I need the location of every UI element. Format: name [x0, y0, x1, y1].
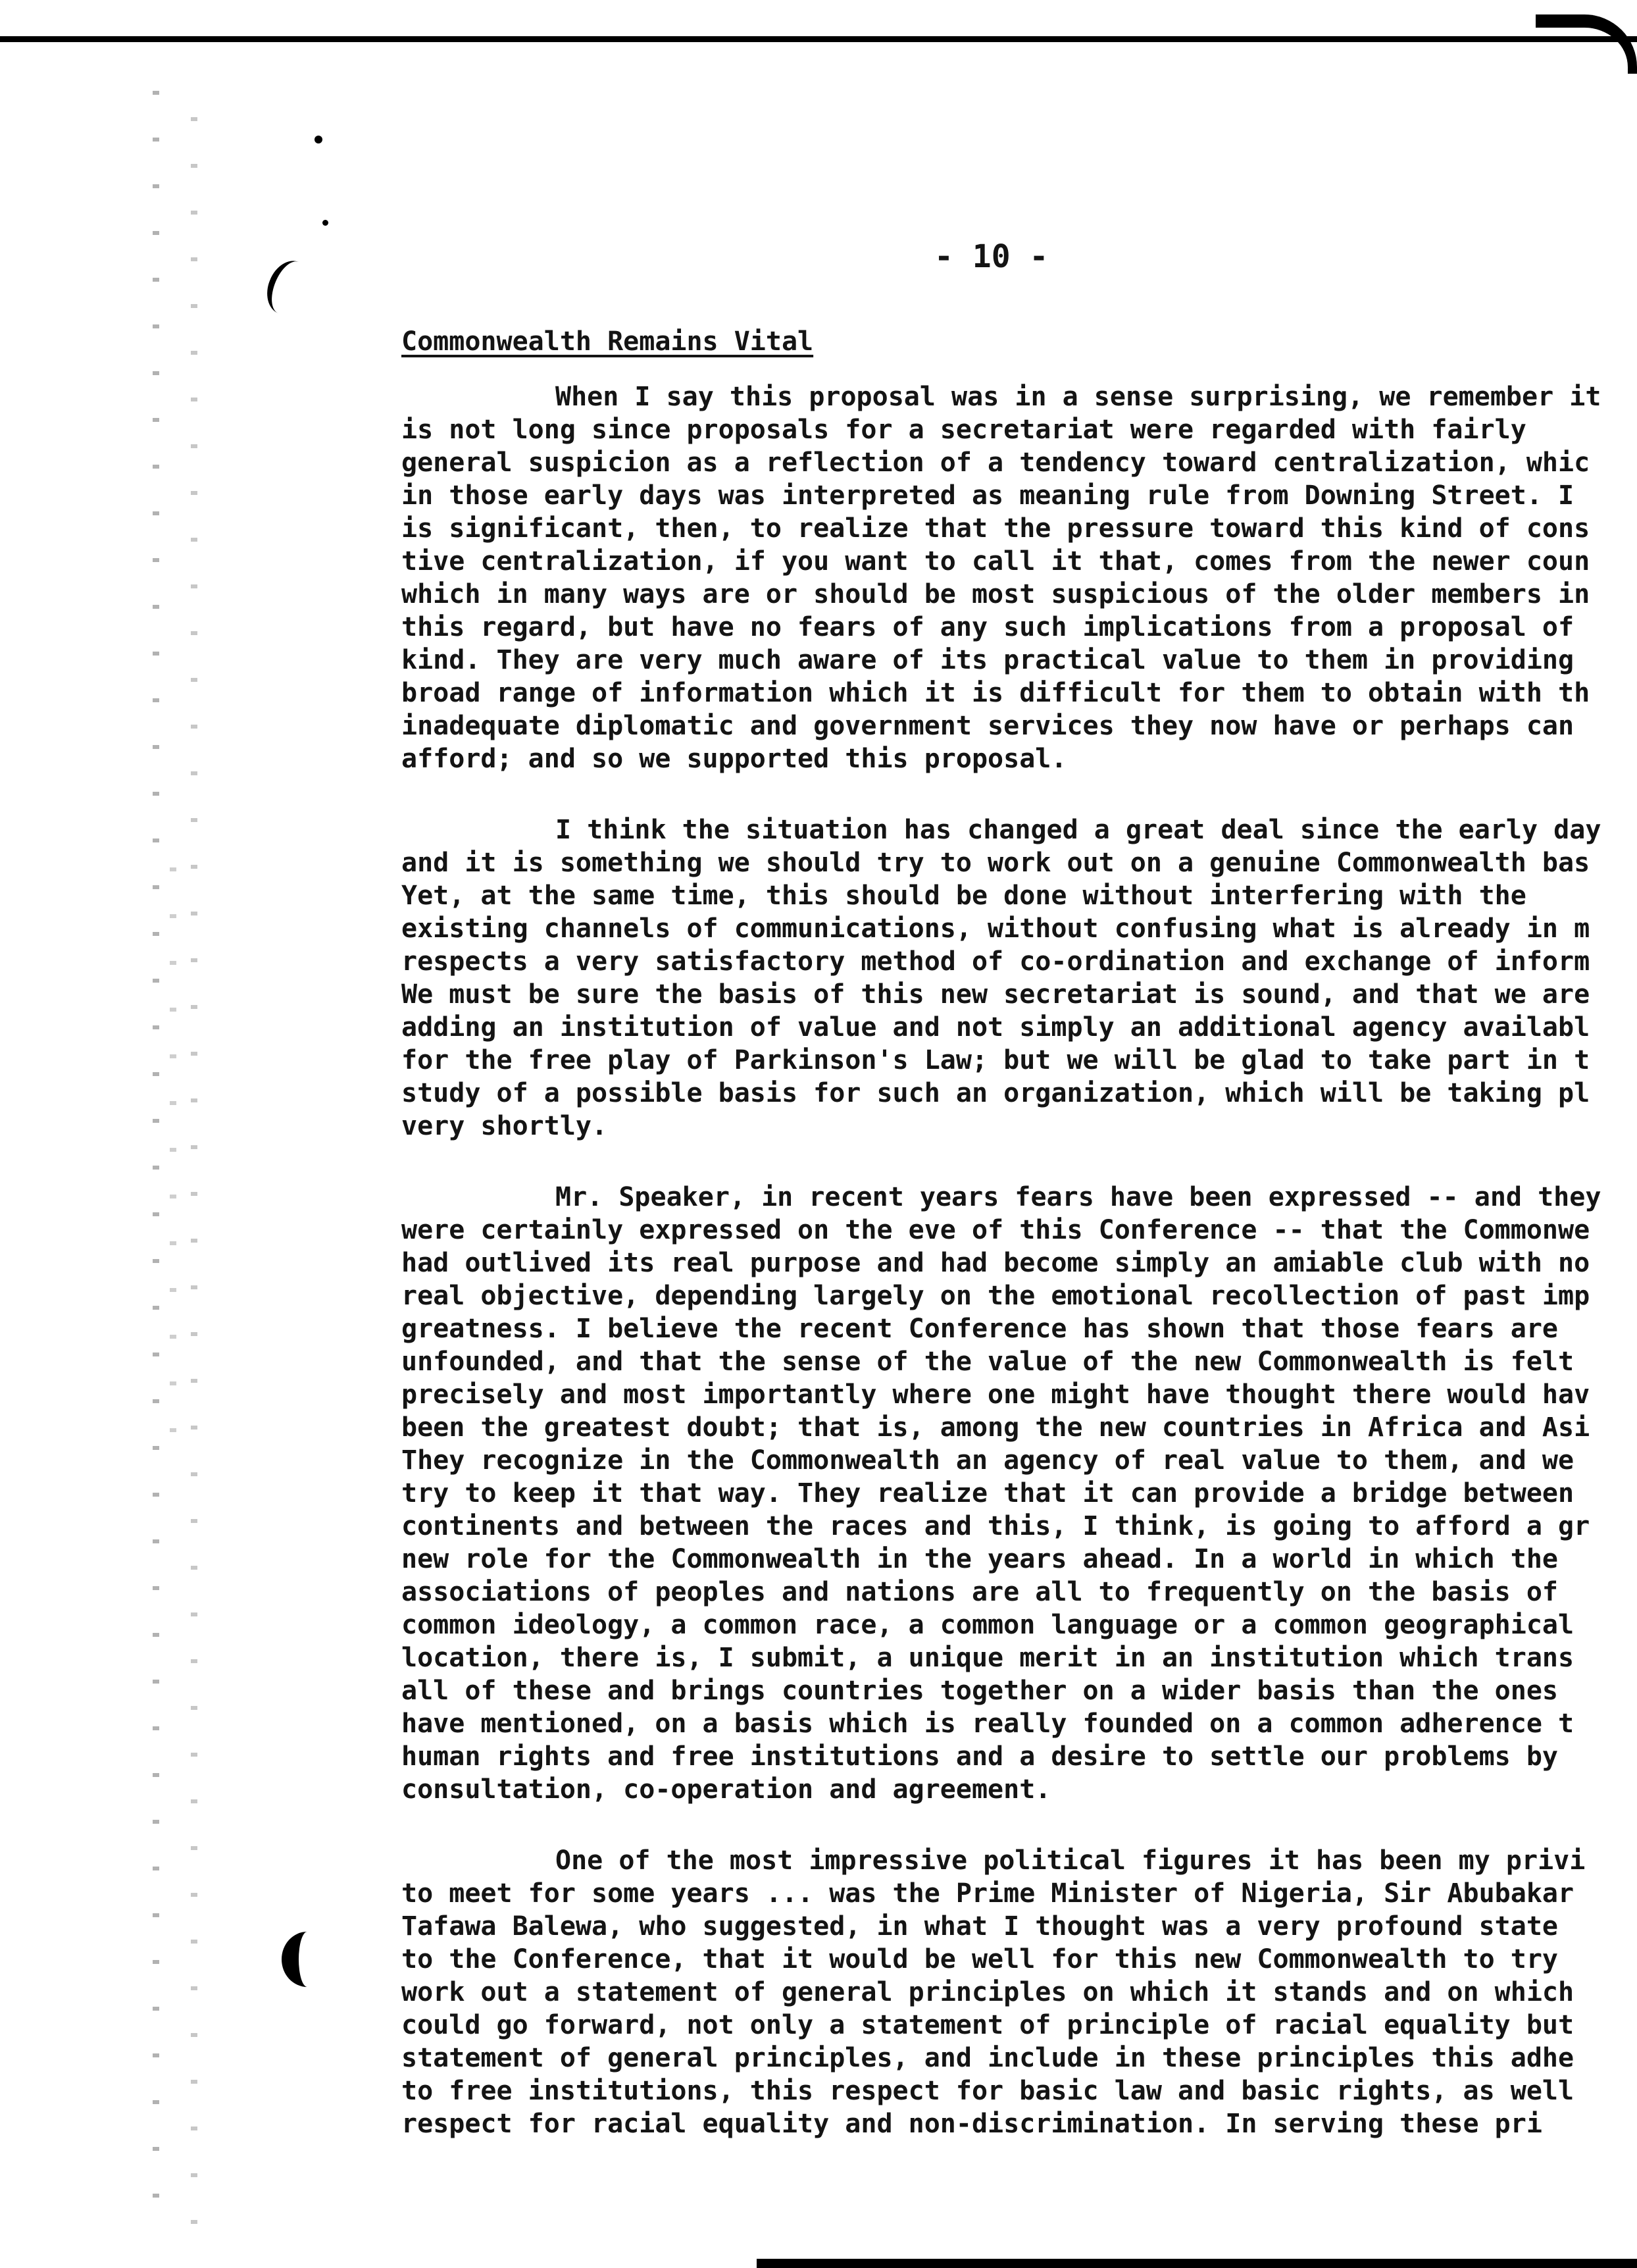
- text-line: work out a statement of general principles on which it stands and on which: [401, 1977, 1574, 2007]
- text-line: existing channels of communications, without confusing what is already in m: [401, 914, 1590, 944]
- page-bottom-edge: [757, 2259, 1637, 2268]
- text-line: study of a possible basis for such an organization, which will be taking pl: [401, 1078, 1590, 1108]
- text-line: afford; and so we supported this proposal.: [401, 744, 1067, 774]
- text-line: adding an institution of value and not simply an additional agency availabl: [401, 1012, 1590, 1043]
- text-line: which in many ways are or should be most suspicious of the older members in: [401, 579, 1590, 609]
- text-line: They recognize in the Commonwealth an agency of real value to them, and we: [401, 1445, 1574, 1476]
- text-line: respects a very satisfactory method of co-ordination and exchange of inform: [401, 946, 1590, 977]
- text-line: new role for the Commonwealth in the years ahead. In a world in which the: [401, 1544, 1558, 1574]
- text-line: When I say this proposal was in a sense surprising, we remember it: [555, 382, 1601, 412]
- section-heading: Commonwealth Remains Vital: [401, 326, 814, 357]
- text-line: had outlived its real purpose and had become simply an amiable club with no: [401, 1248, 1590, 1278]
- text-line: for the free play of Parkinson's Law; but we will be glad to take part in t: [401, 1045, 1590, 1075]
- text-line: statement of general principles, and include in these principles this adhe: [401, 2043, 1574, 2073]
- paragraph: [401, 1181, 1637, 1806]
- text-line: try to keep it that way. They realize that it can provide a bridge between: [401, 1478, 1574, 1508]
- page-top-edge: [0, 36, 1637, 59]
- text-line: associations of peoples and nations are all to frequently on the basis of: [401, 1577, 1558, 1607]
- text-line: in those early days was interpreted as meaning rule from Downing Street. I: [401, 480, 1574, 511]
- paragraph: [401, 1844, 1637, 2140]
- text-line: One of the most impressive political figures it has been my privi: [555, 1845, 1586, 1876]
- text-line: consultation, co-operation and agreement.: [401, 1774, 1051, 1805]
- text-line: We must be sure the basis of this new secretariat is sound, and that we are: [401, 979, 1590, 1010]
- binder-hole-bottom: [282, 1932, 333, 1987]
- text-line: respect for racial equality and non-discrimination. In serving these pri: [401, 2109, 1542, 2139]
- margin-dot: [315, 136, 322, 143]
- text-line: is significant, then, to realize that the pressure toward this kind of cons: [401, 513, 1590, 544]
- margin-dot: [322, 220, 328, 226]
- left-margin-specks-secondary: [191, 92, 197, 2264]
- document-body: [401, 325, 1637, 2178]
- text-line: to the Conference, that it would be well for this new Commonwealth to try: [401, 1944, 1558, 1974]
- left-margin-specks: [153, 66, 159, 2238]
- text-line: unfounded, and that the sense of the value of the new Commonwealth is felt: [401, 1347, 1574, 1377]
- text-line: very shortly.: [401, 1111, 608, 1141]
- text-line: general suspicion as a reflection of a tendency toward centralization, whic: [401, 448, 1590, 478]
- text-line: inadequate diplomatic and government services they now have or perhaps can: [401, 711, 1574, 741]
- text-line: Yet, at the same time, this should be done without interfering with the: [401, 881, 1526, 911]
- page-corner-curl: [1536, 14, 1637, 74]
- text-line: kind. They are very much aware of its practical value to them in providing: [401, 645, 1574, 675]
- text-line: precisely and most importantly where one might have thought there would hav: [401, 1379, 1590, 1410]
- text-line: common ideology, a common race, a common language or a common geographical: [401, 1610, 1574, 1640]
- text-line: continents and between the races and this, I think, is going to afford a gr: [401, 1511, 1590, 1541]
- text-line: tive centralization, if you want to call it that, comes from the newer coun: [401, 546, 1590, 577]
- text-line: to free institutions, this respect for basic law and basic rights, as well: [401, 2076, 1574, 2106]
- paragraph: [401, 813, 1637, 1143]
- text-line: real objective, depending largely on the emotional recollection of past imp: [401, 1281, 1590, 1311]
- page-number: - 10 -: [934, 238, 1049, 275]
- text-line: Tafawa Balewa, who suggested, in what I thought was a very profound state: [401, 1911, 1558, 1942]
- text-line: I think the situation has changed a great deal since the early day: [555, 815, 1601, 845]
- text-line: Mr. Speaker, in recent years fears have been expressed -- and they: [555, 1182, 1601, 1212]
- left-margin-specks-tertiary: [170, 842, 176, 1468]
- text-line: location, there is, I submit, a unique merit in an institution which trans: [401, 1643, 1574, 1673]
- text-line: have mentioned, on a basis which is really founded on a common adherence t: [401, 1709, 1574, 1739]
- text-line: is not long since proposals for a secretariat were regarded with fairly: [401, 415, 1526, 445]
- binder-hole-top: [259, 255, 317, 321]
- text-line: and it is something we should try to work out on a genuine Commonwealth bas: [401, 848, 1590, 878]
- text-line: broad range of information which it is difficult for them to obtain with th: [401, 678, 1590, 708]
- text-line: could go forward, not only a statement of principle of racial equality but: [401, 2010, 1574, 2040]
- text-line: human rights and free institutions and a desire to settle our problems by: [401, 1741, 1558, 1772]
- text-line: all of these and brings countries together on a wider basis than the ones: [401, 1676, 1558, 1706]
- text-line: this regard, but have no fears of any such implications from a proposal of: [401, 612, 1574, 642]
- text-line: were certainly expressed on the eve of this Conference -- that the Commonwe: [401, 1215, 1590, 1245]
- text-line: greatness. I believe the recent Conference has shown that those fears are: [401, 1314, 1558, 1344]
- paragraph: [401, 380, 1637, 775]
- text-line: been the greatest doubt; that is, among the new countries in Africa and Asi: [401, 1412, 1590, 1443]
- text-line: to meet for some years ... was the Prime Minister of Nigeria, Sir Abubakar: [401, 1878, 1574, 1909]
